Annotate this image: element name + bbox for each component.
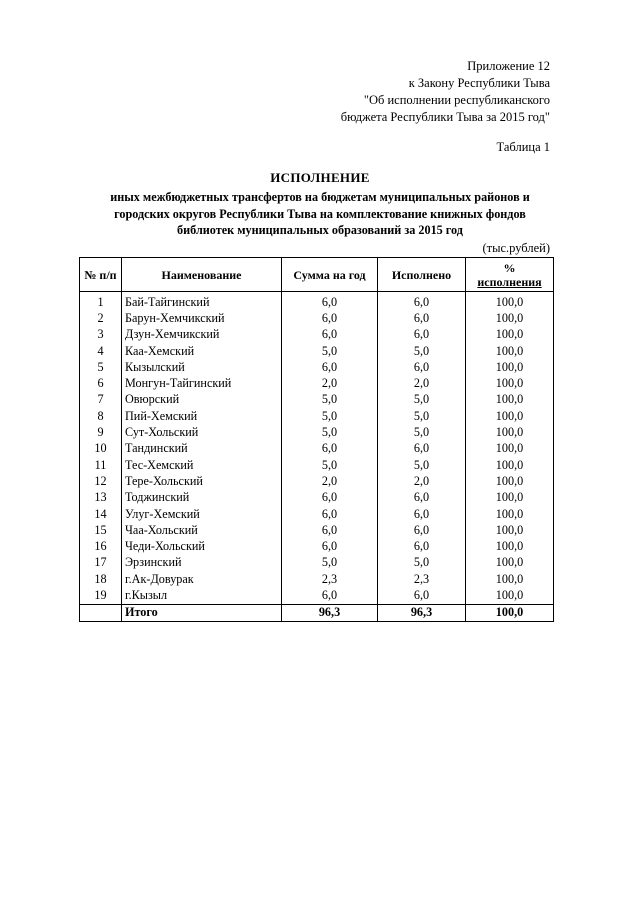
executed-cell: 6,0 xyxy=(378,506,466,522)
annual-sum-cell: 6,0 xyxy=(282,587,378,604)
subtitle-line: библиотек муниципальных образований за 2015 год xyxy=(177,223,463,237)
row-number-cell: 10 xyxy=(80,441,122,457)
subtitle-line: городских округов Республики Тыва на комплектование книжных фондов xyxy=(114,206,526,221)
annual-sum-cell: 2,0 xyxy=(282,375,378,391)
district-name-cell: г.Ак-Довурак xyxy=(122,571,282,587)
executed-cell: 6,0 xyxy=(378,587,466,604)
district-name-cell: Монгун-Тайгинский xyxy=(122,375,282,391)
column-header-executed: Исполнено xyxy=(378,258,466,292)
annual-sum-cell: 6,0 xyxy=(282,359,378,375)
district-name-cell: Кызылский xyxy=(122,359,282,375)
row-number-cell: 11 xyxy=(80,457,122,473)
row-number-cell: 1 xyxy=(80,292,122,311)
percent-cell: 100,0 xyxy=(466,392,554,408)
table-row xyxy=(80,359,554,375)
annual-sum-cell: 6,0 xyxy=(282,522,378,538)
table-row xyxy=(80,490,554,506)
table-row xyxy=(80,392,554,408)
annual-sum-cell: 5,0 xyxy=(282,392,378,408)
executed-cell: 2,3 xyxy=(378,571,466,587)
percent-cell: 100,0 xyxy=(466,292,554,311)
table-body xyxy=(80,292,554,622)
total-executed-cell: 96,3 xyxy=(378,604,466,621)
table-row xyxy=(80,506,554,522)
annual-sum-cell: 2,0 xyxy=(282,473,378,489)
percent-cell: 100,0 xyxy=(466,441,554,457)
row-number-cell: 8 xyxy=(80,408,122,424)
executed-cell: 6,0 xyxy=(378,310,466,326)
total-percent-cell: 100,0 xyxy=(466,604,554,621)
table-number-label: Таблица 1 xyxy=(496,140,550,154)
column-header-number: № п/п xyxy=(80,258,122,292)
executed-cell: 5,0 xyxy=(378,408,466,424)
row-number-cell: 4 xyxy=(80,343,122,359)
table-row xyxy=(80,408,554,424)
appendix-line: Приложение 12 xyxy=(467,59,550,73)
executed-cell: 6,0 xyxy=(378,292,466,311)
district-name-cell: Тоджинский xyxy=(122,490,282,506)
district-name-cell: Чеди-Хольский xyxy=(122,538,282,554)
table-row xyxy=(80,571,554,587)
table-row xyxy=(80,441,554,457)
row-number-cell: 7 xyxy=(80,392,122,408)
district-name-cell: Дзун-Хемчикский xyxy=(122,327,282,343)
table-row xyxy=(80,473,554,489)
percent-cell: 100,0 xyxy=(466,587,554,604)
district-name-cell: Овюрский xyxy=(122,392,282,408)
percent-cell: 100,0 xyxy=(466,538,554,554)
percent-sign: % xyxy=(503,260,516,275)
district-name-cell: Улуг-Хемский xyxy=(122,506,282,522)
executed-cell: 2,0 xyxy=(378,375,466,391)
district-name-cell: Сут-Хольский xyxy=(122,424,282,440)
column-header-annual-sum: Сумма на год xyxy=(282,258,378,292)
executed-cell: 6,0 xyxy=(378,441,466,457)
total-number-cell xyxy=(80,604,122,621)
percent-cell: 100,0 xyxy=(466,408,554,424)
table-row xyxy=(80,375,554,391)
percent-cell: 100,0 xyxy=(466,522,554,538)
percent-cell: 100,0 xyxy=(466,473,554,489)
row-number-cell: 12 xyxy=(80,473,122,489)
percent-cell: 100,0 xyxy=(466,490,554,506)
table-row xyxy=(80,327,554,343)
units-label: (тыс.рублей) xyxy=(482,241,550,255)
table-row xyxy=(80,424,554,440)
executed-cell: 6,0 xyxy=(378,327,466,343)
district-name-cell: Тес-Хемский xyxy=(122,457,282,473)
executed-cell: 6,0 xyxy=(378,522,466,538)
annual-sum-cell: 6,0 xyxy=(282,310,378,326)
district-name-cell: Тере-Хольский xyxy=(122,473,282,489)
executed-cell: 5,0 xyxy=(378,343,466,359)
table-row xyxy=(80,292,554,311)
executed-cell: 5,0 xyxy=(378,392,466,408)
appendix-line: к Закону Республики Тыва xyxy=(408,76,550,90)
executed-cell: 5,0 xyxy=(378,457,466,473)
annual-sum-cell: 5,0 xyxy=(282,457,378,473)
table-row xyxy=(80,555,554,571)
district-name-cell: г.Кызыл xyxy=(122,587,282,604)
district-name-cell: Эрзинский xyxy=(122,555,282,571)
table-row xyxy=(80,587,554,604)
executed-cell: 6,0 xyxy=(378,538,466,554)
executed-cell: 2,0 xyxy=(378,473,466,489)
document-title: ИСПОЛНЕНИЕ xyxy=(270,170,370,185)
row-number-cell: 9 xyxy=(80,424,122,440)
row-number-cell: 14 xyxy=(80,506,122,522)
percent-cell: 100,0 xyxy=(466,310,554,326)
column-header-percent xyxy=(466,258,554,292)
table-row xyxy=(80,522,554,538)
appendix-reference xyxy=(341,58,550,126)
total-label-cell: Итого xyxy=(122,604,282,621)
row-number-cell: 18 xyxy=(80,571,122,587)
table-row xyxy=(80,538,554,554)
district-name-cell: Пий-Хемский xyxy=(122,408,282,424)
appendix-line: "Об исполнении республиканского xyxy=(363,93,550,107)
district-name-cell: Барун-Хемчикский xyxy=(122,310,282,326)
executed-cell: 5,0 xyxy=(378,424,466,440)
district-name-cell: Чаа-Хольский xyxy=(122,522,282,538)
annual-sum-cell: 5,0 xyxy=(282,555,378,571)
district-name-cell: Тандинский xyxy=(122,441,282,457)
annual-sum-cell: 2,3 xyxy=(282,571,378,587)
document-subtitle xyxy=(70,189,570,239)
annual-sum-cell: 6,0 xyxy=(282,327,378,343)
row-number-cell: 15 xyxy=(80,522,122,538)
row-number-cell: 19 xyxy=(80,587,122,604)
subtitle-line: иных межбюджетных трансфертов на бюджетам муниципальных районов и xyxy=(110,190,530,204)
percent-cell: 100,0 xyxy=(466,424,554,440)
column-header-name: Наименование xyxy=(122,258,282,292)
total-annual-sum-cell: 96,3 xyxy=(282,604,378,621)
row-number-cell: 5 xyxy=(80,359,122,375)
percent-cell: 100,0 xyxy=(466,359,554,375)
row-number-cell: 6 xyxy=(80,375,122,391)
table-row xyxy=(80,343,554,359)
executed-cell: 6,0 xyxy=(378,359,466,375)
percent-cell: 100,0 xyxy=(466,555,554,571)
annual-sum-cell: 6,0 xyxy=(282,506,378,522)
annual-sum-cell: 5,0 xyxy=(282,343,378,359)
annual-sum-cell: 6,0 xyxy=(282,292,378,311)
budget-table xyxy=(79,257,554,622)
row-number-cell: 16 xyxy=(80,538,122,554)
total-row xyxy=(80,604,554,621)
percent-cell: 100,0 xyxy=(466,571,554,587)
percent-cell: 100,0 xyxy=(466,375,554,391)
percent-cell: 100,0 xyxy=(466,343,554,359)
percent-cell: 100,0 xyxy=(466,506,554,522)
executed-cell: 5,0 xyxy=(378,555,466,571)
table-header-row xyxy=(80,258,554,292)
district-name-cell: Каа-Хемский xyxy=(122,343,282,359)
annual-sum-cell: 6,0 xyxy=(282,538,378,554)
table-row xyxy=(80,457,554,473)
annual-sum-cell: 5,0 xyxy=(282,424,378,440)
row-number-cell: 17 xyxy=(80,555,122,571)
district-name-cell: Бай-Тайгинский xyxy=(122,292,282,311)
percent-cell: 100,0 xyxy=(466,457,554,473)
annual-sum-cell: 6,0 xyxy=(282,490,378,506)
appendix-line: бюджета Республики Тыва за 2015 год" xyxy=(340,110,550,124)
percent-cell: 100,0 xyxy=(466,327,554,343)
annual-sum-cell: 6,0 xyxy=(282,441,378,457)
table-row xyxy=(80,310,554,326)
percent-label: исполнения xyxy=(477,274,542,289)
row-number-cell: 2 xyxy=(80,310,122,326)
row-number-cell: 13 xyxy=(80,490,122,506)
annual-sum-cell: 5,0 xyxy=(282,408,378,424)
row-number-cell: 3 xyxy=(80,327,122,343)
executed-cell: 6,0 xyxy=(378,490,466,506)
